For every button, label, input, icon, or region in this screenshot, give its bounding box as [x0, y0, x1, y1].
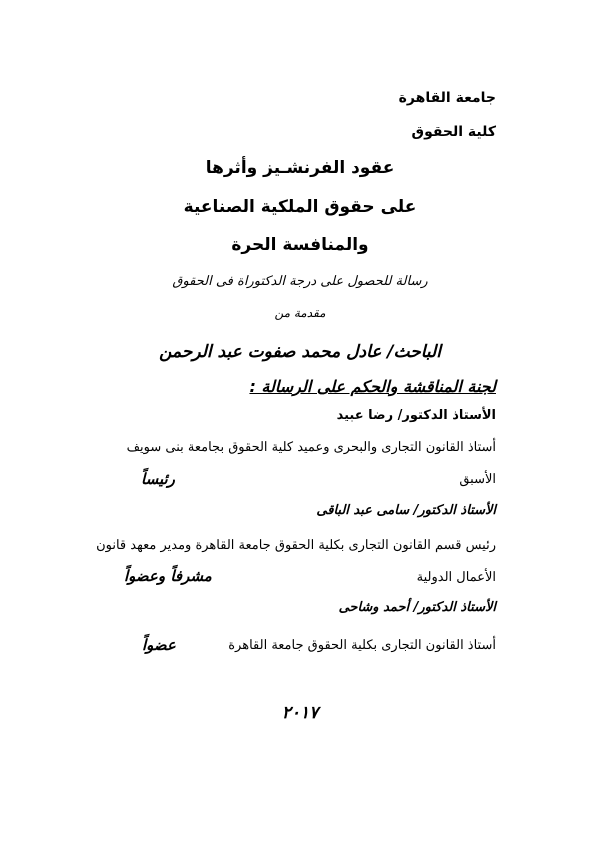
committee-member-2-name: الأستاذ الدكتور/ سامى عبد الباقى [316, 503, 496, 518]
committee-heading: لجنة المناقشة والحكم على الرسالة : [249, 377, 496, 396]
committee-member-2-role: مشرفاً وعضواً [124, 567, 212, 585]
faculty-name: كلية الحقوق [411, 124, 496, 140]
researcher-name: الباحث/ عادل محمد صفوت عبد الرحمن [159, 342, 441, 362]
committee-member-3-name: الأستاذ الدكتور/ أحمد وشاحى [338, 600, 496, 615]
year: ٢٠١٧ [281, 703, 319, 723]
committee-member-1-name: الأستاذ الدكتور/ رضا عبيد [336, 408, 496, 423]
committee-member-2-description: رئيس قسم القانون التجارى بكلية الحقوق جامعة القاهرة ومدير معهد قانون [96, 538, 496, 553]
committee-member-3-description: أستاذ القانون التجارى بكلية الحقوق جامعة القاهرة [228, 638, 496, 653]
presented-by-label: مقدمة من [274, 306, 326, 320]
committee-member-3-role: عضواً [142, 636, 176, 654]
thesis-title-line-1: عقود الفرنشـيز وأثرها [205, 158, 395, 178]
university-name: جامعة القاهرة [398, 90, 496, 106]
committee-member-1-description-cont: الأسبق [459, 472, 496, 487]
committee-member-2-description-cont: الأعمال الدولية [416, 570, 496, 585]
committee-member-1-role: رئيساً [141, 470, 175, 488]
thesis-title-line-3: والمنافسة الحرة [231, 235, 369, 255]
thesis-subtitle: رسالة للحصول على درجة الدكتوراة فى الحقوق [172, 274, 428, 289]
committee-member-1-description: أستاذ القانون التجارى والبحرى وعميد كلية الحقوق بجامعة بنى سويف [126, 440, 496, 455]
thesis-title-line-2: على حقوق الملكية الصناعية [183, 197, 417, 217]
